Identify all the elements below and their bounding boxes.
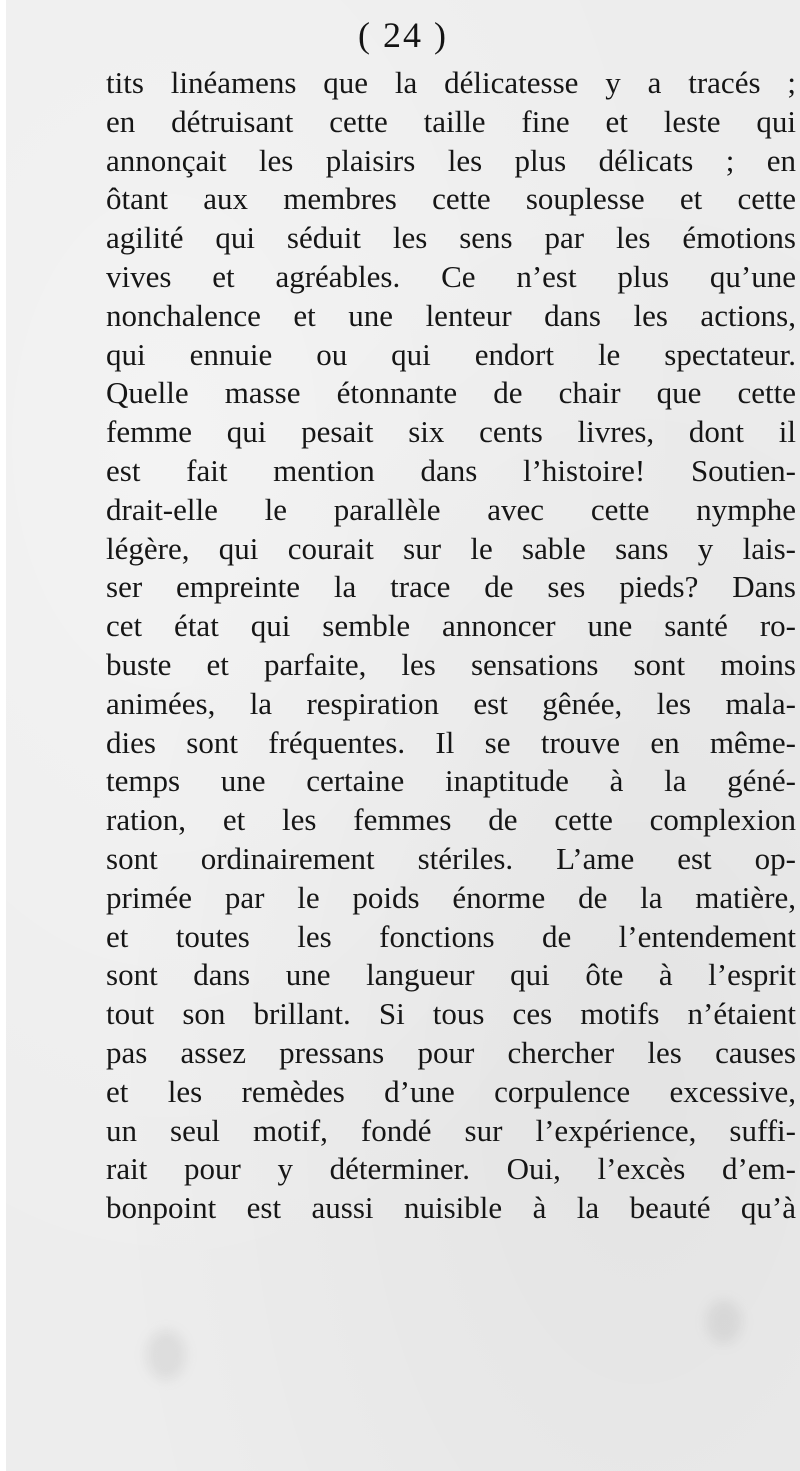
text-line: légère, qui courait sur le sable sans y lais- xyxy=(106,530,796,566)
text-line: ration, et les femmes de cette complexion xyxy=(106,802,796,838)
text-line: annonçait les plaisirs les plus délicats ; en xyxy=(106,142,796,178)
text-line: bonpoint est aussi nuisible à la beauté qu’à xyxy=(106,1190,796,1226)
text-line: vives et agréables. Ce n’est plus qu’une xyxy=(106,258,796,294)
text-line: drait-elle le parallèle avec cette nymphe xyxy=(106,491,796,527)
text-line: sont ordinairement stériles. L’ame est op- xyxy=(106,840,796,876)
book-page xyxy=(6,0,800,1471)
text-line: un seul motif, fondé sur l’expérience, suffi- xyxy=(106,1112,796,1148)
text-line: agilité qui séduit les sens par les émotions xyxy=(106,220,796,256)
paper-stain xyxy=(706,1300,742,1344)
scan-margin xyxy=(0,0,6,1280)
text-line: tits linéamens que la délicatesse y a tracés ; xyxy=(106,65,796,100)
text-line: sont dans une langueur qui ôte à l’esprit xyxy=(106,957,796,993)
paper-stain xyxy=(146,1330,186,1380)
text-line: animées, la respiration est gênée, les mala- xyxy=(106,685,796,721)
body-text xyxy=(106,64,796,1228)
text-line: primée par le poids énorme de la matière, xyxy=(106,879,796,915)
text-line: buste et parfaite, les sensations sont moins xyxy=(106,646,796,682)
text-line: ôtant aux membres cette souplesse et cette xyxy=(106,181,796,217)
text-line: cet état qui semble annoncer une santé ro- xyxy=(106,608,796,644)
text-line: rait pour y déterminer. Oui, l’excès d’em- xyxy=(106,1151,796,1187)
text-line: dies sont fréquentes. Il se trouve en même- xyxy=(106,724,796,760)
text-line: est fait mention dans l’histoire! Soutien- xyxy=(106,452,796,488)
page-number: ( 24 ) xyxy=(358,15,448,55)
text-line: et les remèdes d’une corpulence excessive, xyxy=(106,1073,796,1109)
text-line: femme qui pesait six cents livres, dont il xyxy=(106,414,796,450)
text-line: pas assez pressans pour chercher les causes xyxy=(106,1034,796,1070)
text-line: temps une certaine inaptitude à la géné- xyxy=(106,763,796,799)
text-line: Quelle masse étonnante de chair que cette xyxy=(106,375,796,411)
text-line: tout son brillant. Si tous ces motifs n’étaient xyxy=(106,996,796,1032)
text-line: en détruisant cette taille fine et leste qui xyxy=(106,103,796,139)
text-line: nonchalence et une lenteur dans les actions, xyxy=(106,297,796,333)
text-line: ser empreinte la trace de ses pieds? Dans xyxy=(106,569,796,605)
text-line: et toutes les fonctions de l’entendement xyxy=(106,918,796,954)
text-line: qui ennuie ou qui endort le spectateur. xyxy=(106,336,796,372)
